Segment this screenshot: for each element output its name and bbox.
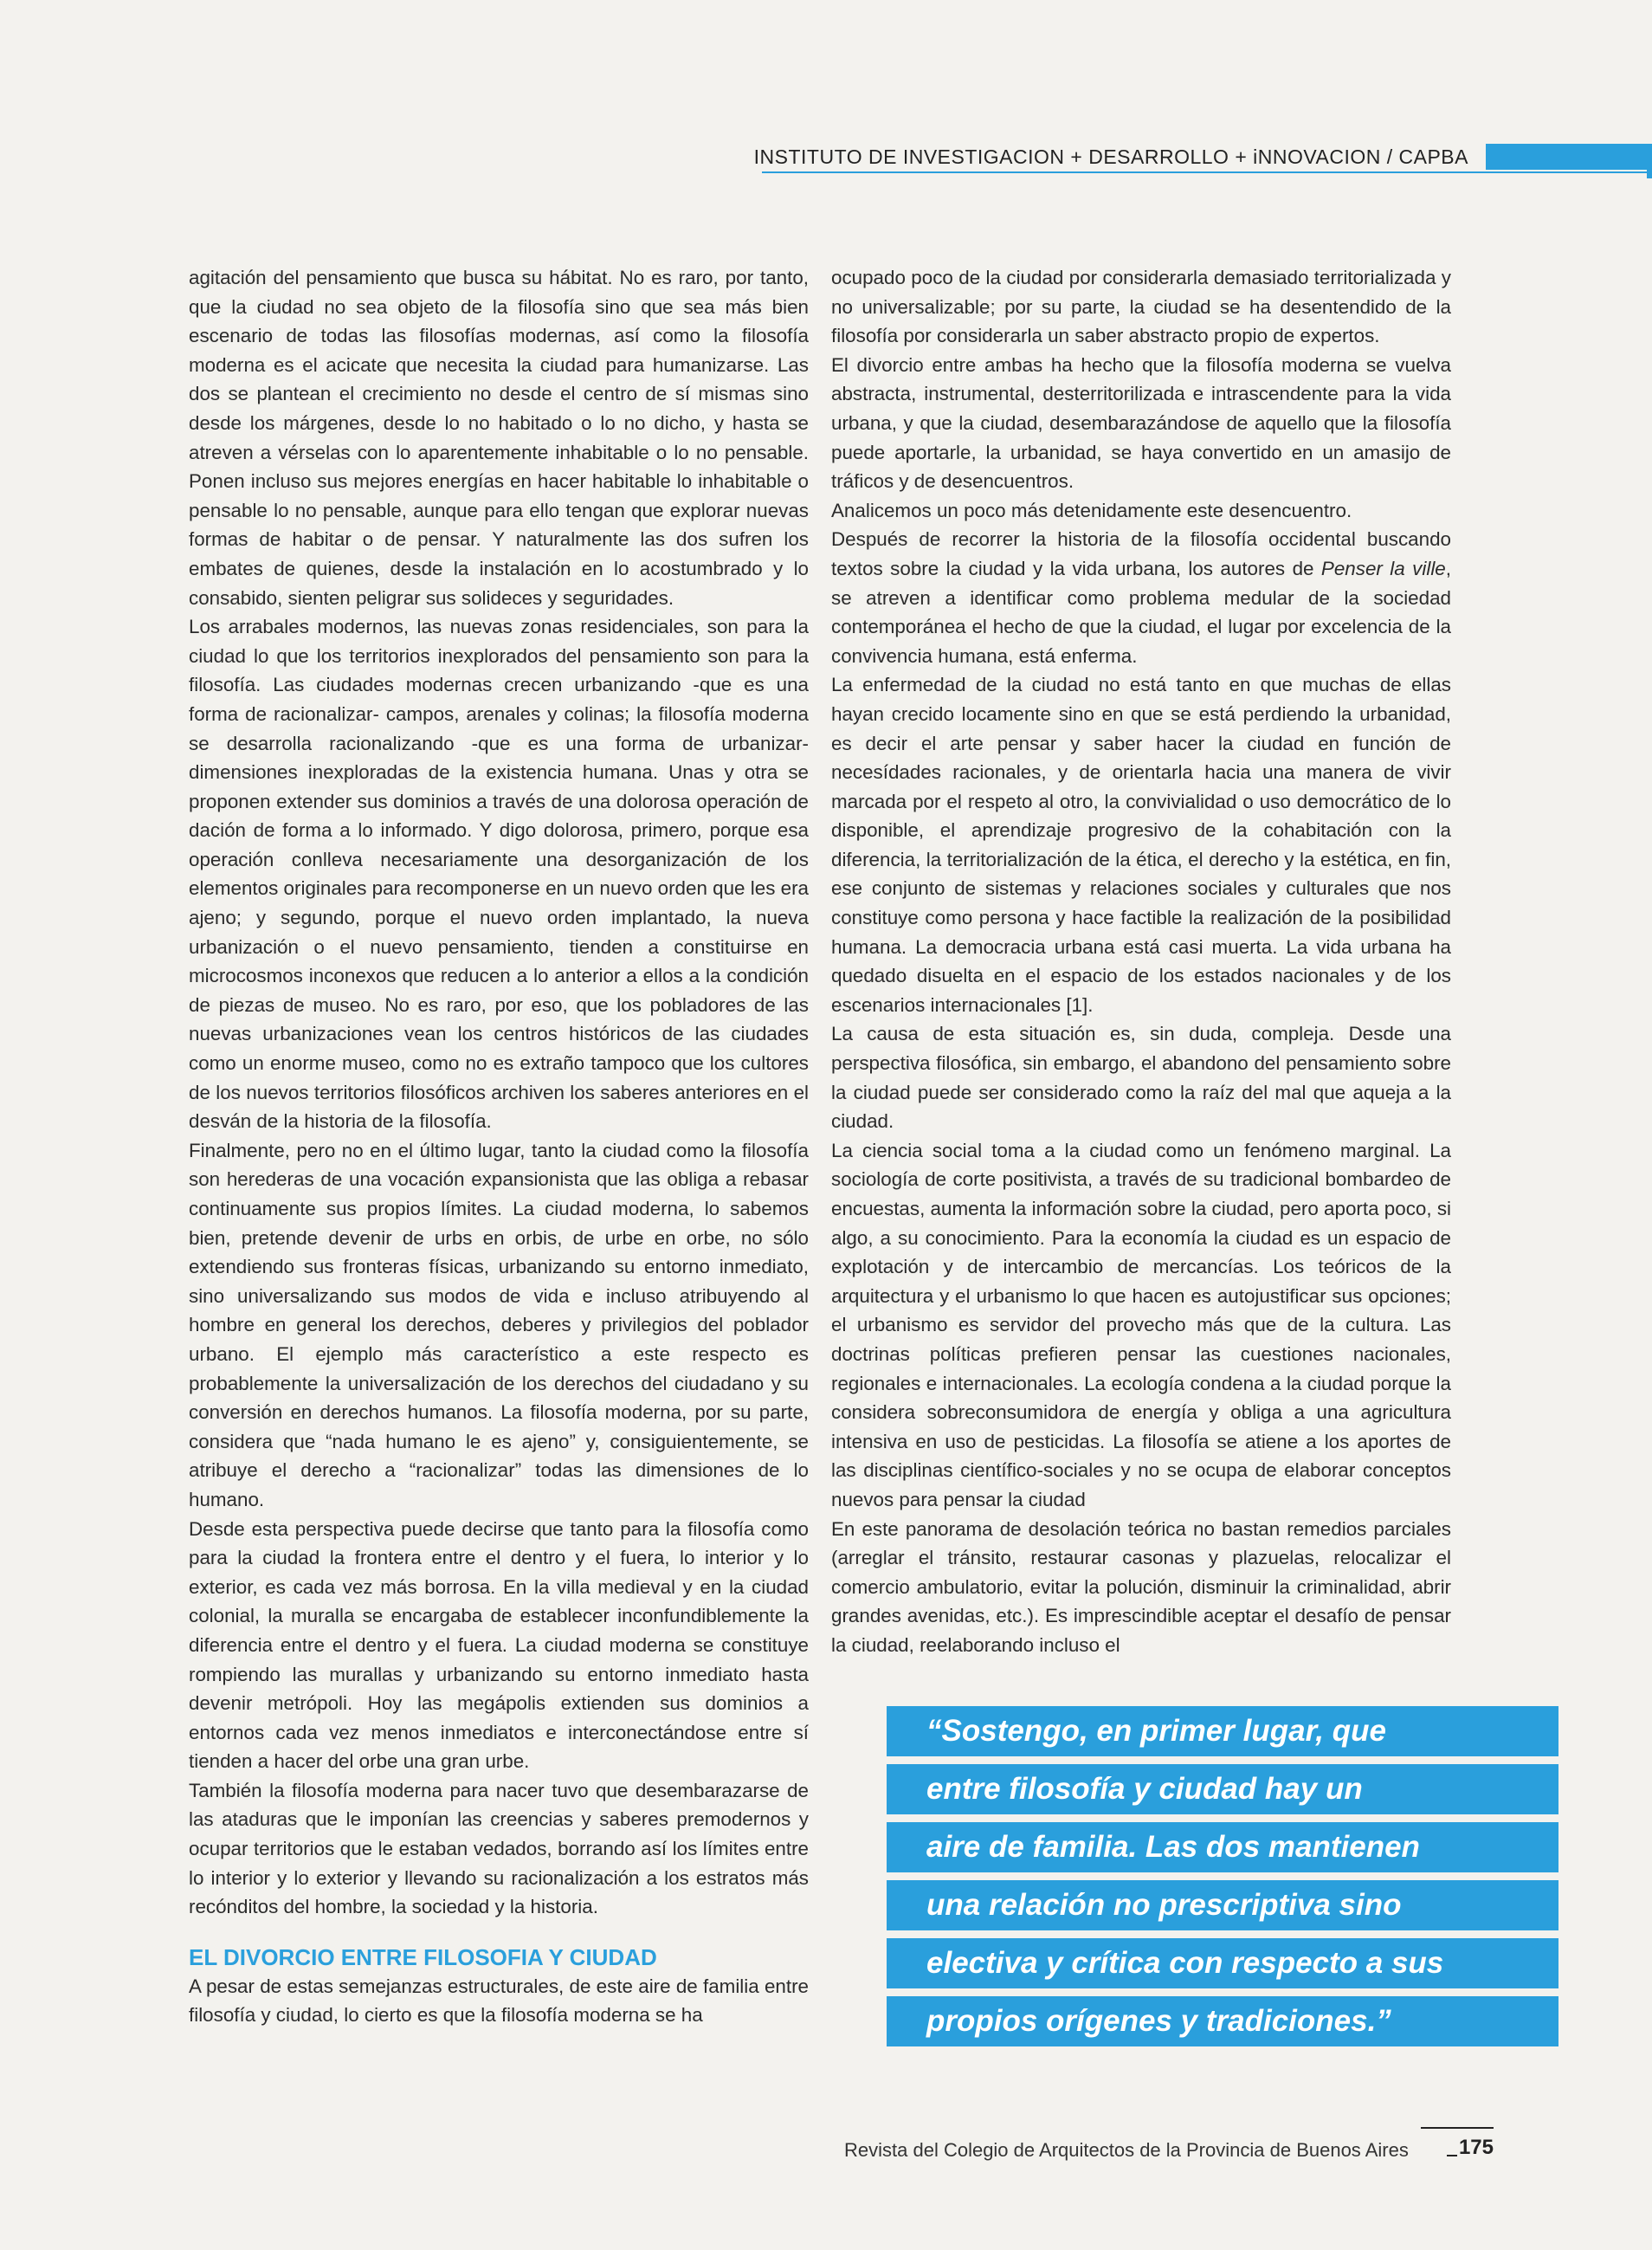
paragraph: Los arrabales modernos, las nuevas zonas residenciales, son para la ciudad lo que los territorios inexplorados del pensamiento son para la filosofía. Las ciudades modernas crecen urbanizando -que es una forma de racionalizar- campos, arenales y colinas; la filosofía moderna se desarrolla racionalizando -que es una forma de urbanizar- dimensiones inexploradas de la existencia humana. Unas y otra se proponen extender sus dominios a través de una dolorosa operación de dación de forma a lo informado. Y digo dolorosa, primero, porque esa operación conlleva necesariamente una desorganización de los elementos originales para recomponerse en un nuevo orden que les era ajeno; y segundo, porque el nuevo orden implantado, la nueva urbanización o el nuevo pensamiento, tienden a constituirse en microcosmos inconexos que reducen a lo anterior a ellos a la condición de piezas de museo. No es raro, por eso, que los pobladores de las nuevas urbanizaciones vean los centros históricos de las ciudades como un enorme museo, como no es extraño tampoco que los cultores de los nuevos territorios filosóficos archiven los saberes anteriores en el desván de la historia de la filosofía. <box>189 616 809 1133</box>
section-heading: EL DIVORCIO ENTRE FILOSOFIA Y CIUDAD <box>189 1943 657 1970</box>
pull-quote-line: propios orígenes y tradiciones.” <box>887 1996 1558 2046</box>
header-rule <box>762 171 1647 173</box>
left-column <box>189 263 809 2030</box>
pull-quote <box>887 1706 1558 2054</box>
paragraph: Desde esta perspectiva puede decirse que tanto para la filosofía como para la ciudad la frontera entre el dentro y el fuera, lo interior y lo exterior, es cada vez más borrosa. En la villa medieval y en la ciudad colonial, la muralla se encargaba de establecer inconfundiblemente la diferencia entre el dentro y el fuera. La ciudad moderna se constituye rompiendo las murallas y urbanizando su entorno inmediato hasta devenir metrópoli. Hoy las megápolis extienden sus dominios a entornos cada vez menos inmediatos e interconectándose entre sí tienden a hacer del orbe una gran urbe. <box>189 1517 809 1773</box>
pull-quote-line: “Sostengo, en primer lugar, que <box>887 1706 1558 1756</box>
edge-tab <box>1647 144 1652 178</box>
paragraph: A pesar de estas semejanzas estructurales, de este aire de familia entre filosofía y ciudad, lo cierto es que la filosofía moderna se ha <box>189 1975 809 2027</box>
footer-rule <box>1421 2127 1494 2129</box>
pull-quote-line: entre filosofía y ciudad hay un <box>887 1764 1558 1814</box>
pull-quote-line: electiva y crítica con respecto a sus <box>887 1938 1558 1988</box>
page-number: 175 <box>1458 2136 1494 2159</box>
text-span: Después de recorrer la historia de la filosofía occidental buscando textos sobre la ciudad y la vida urbana, los autores de <box>831 528 1451 579</box>
right-column <box>831 263 1451 1660</box>
book-title: Penser la ville <box>1320 557 1446 579</box>
paragraph: Analicemos un poco más detenidamente este desencuentro. <box>831 499 1352 521</box>
paragraph: agitación del pensamiento que busca su hábitat. No es raro, por tanto, que la ciudad no sea objeto de la filosofía sino que sea más bien escenario de todas las filosofías modernas, así como la filosofía moderna es el acicate que necesita la ciudad para humanizarse. Las dos se plantean el crecimiento no desde el centro de sí mismas sino desde los márgenes, desde lo no habitado o lo no dicho, y hasta se atreven a vérselas con lo aparentemente inhabitable o lo no pensable. Ponen incluso sus mejores energías en hacer habitable lo inhabitable o pensable lo no pensable, aunque para ello tengan que explorar nuevas formas de habitar o de pensar. Y naturalmente las dos sufren los embates de quienes, desde la instalación en lo acostumbrado y lo consabido, sienten peligrar sus solideces y seguridades. <box>189 267 809 609</box>
paragraph: El divorcio entre ambas ha hecho que la filosofía moderna se vuelva abstracta, instrumental, desterritorilizada e intrascendente para la vida urbana, y que la ciudad, desembarazándose de aquello que la filosofía puede aportarle, la urbanidad, se haya convertido en un amasijo de tráficos y de desencuentros. <box>831 353 1451 493</box>
paragraph: También la filosofía moderna para nacer tuvo que desembarazarse de las ataduras que le imponían las creencias y saberes premodernos y ocupar territorios que le estaban vedados, borrando así los límites entre lo interior y lo exterior y llevando su racionalización a los estratos más recónditos del hombre, la sociedad y la historia. <box>189 1779 809 1918</box>
paragraph: La causa de esta situación es, sin duda, compleja. Desde una perspectiva filosófica, sin embargo, el abandono del pensamiento sobre la ciudad puede ser considerado como la raíz del mal que aqueja a la ciudad. <box>831 1023 1451 1133</box>
paragraph: Finalmente, pero no en el último lugar, tanto la ciudad como la filosofía son herederas de una vocación expansionista que las obliga a rebasar continuamente sus propios límites. La ciudad moderna, lo sabemos bien, pretende devenir de urbs en orbis, de urbe en orbe, no sólo extendiendo sus fronteras físicas, urbanizando su entorno inmediato, sino universalizando sus modos de vida e incluso atribuyendo al hombre en general los derechos, deberes y privilegios del poblador urbano. El ejemplo más característico a este respecto es probablemente la universalización de los derechos del ciudadano y su conversión en derechos humanos. La filosofía moderna, por su parte, considera que “nada humano le es ajeno” y, consiguientemente, se atribuye el derecho a “racionalizar” todas las dimensiones de lo humano. <box>189 1139 809 1510</box>
paragraph: ocupado poco de la ciudad por considerarla demasiado territorializada y no universalizable; por su parte, la ciudad se ha desentendido de la filosofía por considerarla un saber abstracto propio de expertos. <box>831 267 1451 347</box>
page-footer <box>844 2127 1494 2162</box>
header-title: INSTITUTO DE INVESTIGACION + DESARROLLO + iNNOVACION / CAPBA <box>753 145 1468 168</box>
paragraph: La ciencia social toma a la ciudad como un fenómeno marginal. La sociología de corte positivista, a través de su tradicional bombardeo de encuestas, aumenta la información sobre la ciudad, pero aporta poco, si algo, a su conocimiento. Para la economía la ciudad es un espacio de explotación y de intercambio de mercancías. Los teóricos de la arquitectura y el urbanismo lo que hacen es autojustificar sus opciones; el urbanismo es servidor del provecho más que de la cultura. Las doctrinas políticas prefieren pensar las cuestiones nacionales, regionales e internacionales. La ecología condena a la ciudad porque la considera sobreconsumidora de energía y obliga a una agricultura intensiva en uso de pesticidas. La filosofía se atiene a los aportes de las disciplinas científico-sociales y no se ocupa de elaborar conceptos nuevos para pensar la ciudad <box>831 1139 1451 1510</box>
paragraph: En este panorama de desolación teórica no bastan remedios parciales (arreglar el tránsito, restaurar casonas y plazuelas, relocalizar el comercio ambulatorio, evitar la polución, disminuir la criminalidad, abrir grandes avenidas, etc.). Es imprescindible aceptar el desafío de pensar la ciudad, reelaborando incluso el <box>831 1517 1451 1656</box>
paragraph: La enfermedad de la ciudad no está tanto en que muchas de ellas hayan crecido locamente sino en que se está perdiendo la urbanidad, es decir el arte pensar y saber hacer la ciudad en función de necesídades racionales, y de orientarla hacia una manera de vivir marcada por el respeto al otro, la convivialidad o uso democrático de lo disponible, el aprendizaje progresivo de la cohabitación con la diferencia, la territorialización de la ética, el derecho y la estética, en fin, ese conjunto de sistemas y relaciones sociales y culturales que nos constituye como persona y hace factible la realización de la posibilidad humana. La democracia urbana está casi muerta. La vida urbana ha quedado disuelta en el espacio de los estados nacionales y de los escenarios internacionales [1]. <box>831 674 1451 1016</box>
running-header <box>753 144 1652 173</box>
pull-quote-line: aire de familia. Las dos mantienen <box>887 1822 1558 1872</box>
paragraph <box>831 525 1451 670</box>
text-span: , se atreven a identificar como problema medular de la sociedad contemporánea el hecho de que la ciudad, el lugar por excelencia de la convivencia humana, está enferma. <box>831 557 1451 667</box>
header-accent-bar <box>1486 144 1647 170</box>
publication-name: Revista del Colegio de Arquitectos de la Provincia de Buenos Aires <box>844 2139 1409 2161</box>
pull-quote-line: una relación no prescriptiva sino <box>887 1880 1558 1930</box>
